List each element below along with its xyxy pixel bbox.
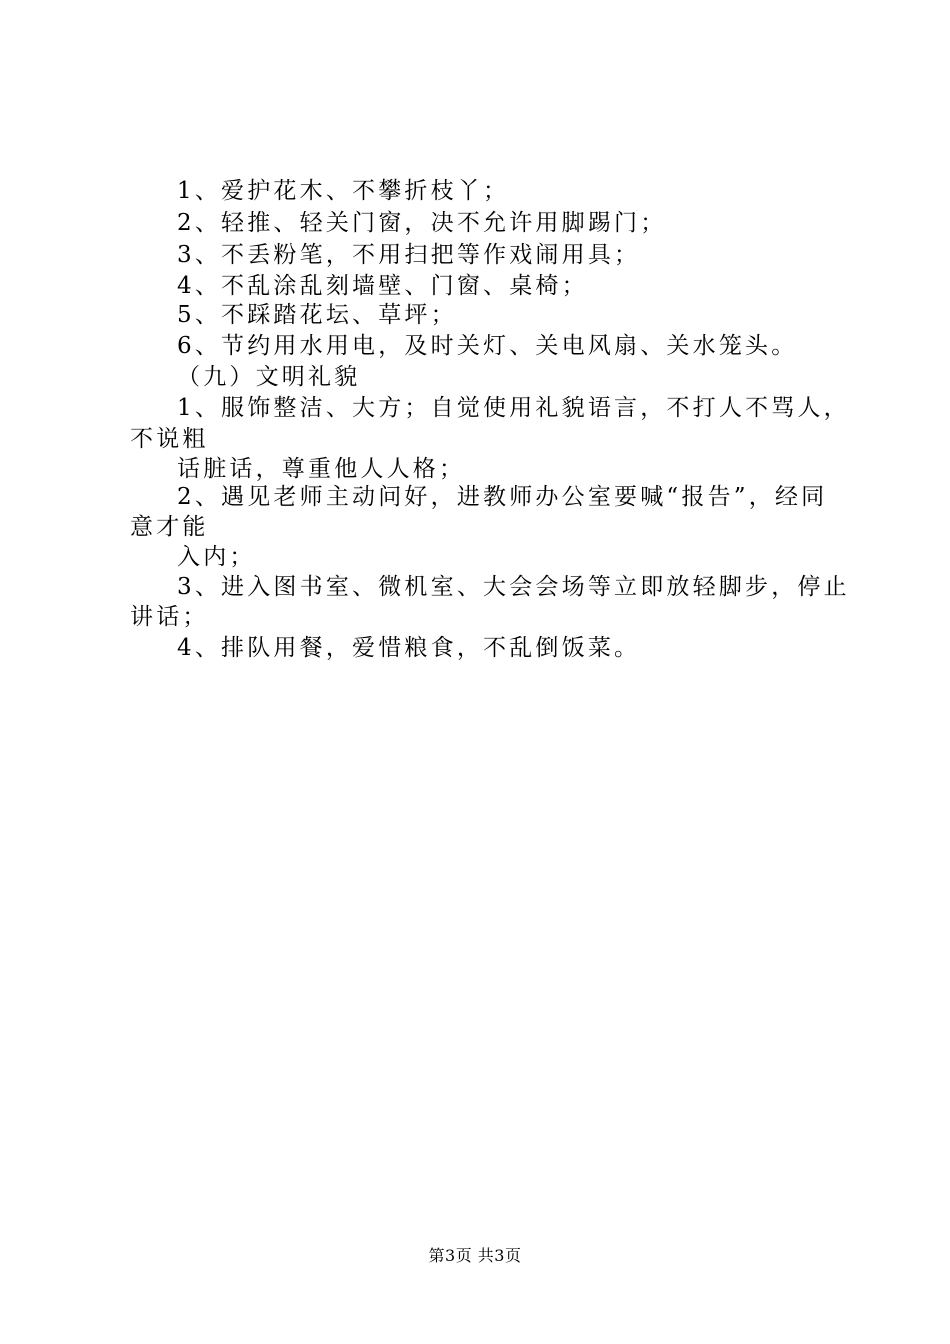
courtesy-line-4: 4、排队用餐，爱惜粮食，不乱倒饭菜。 (177, 635, 641, 661)
courtesy-line-1-cont: 话脏话，尊重他人人格； (177, 456, 466, 482)
courtesy-line-2-wrap: 意才能 (130, 514, 209, 540)
rule-line-1: 1、爱护花木、不攀折枝丫； (177, 178, 510, 204)
courtesy-line-1: 1、服饰整洁、大方；自觉使用礼貌语言，不打人不骂人， (177, 395, 850, 421)
page-footer: 第3页 共3页 (428, 1246, 522, 1265)
rule-line-5: 5、不踩踏花坛、草坪； (177, 302, 457, 328)
courtesy-line-3-wrap: 讲话； (130, 604, 209, 630)
rule-line-6: 6、节约用水用电，及时关灯、关电风扇、关水笼头。 (177, 333, 798, 359)
rule-line-4: 4、不乱涂乱刻墙壁、门窗、桌椅； (177, 273, 588, 299)
courtesy-line-3: 3、进入图书室、微机室、大会会场等立即放轻脚步，停止 (177, 574, 850, 600)
courtesy-line-2: 2、遇见老师主动问好，进教师办公室要喊“报告”，经同 (177, 484, 828, 510)
section-heading: （九）文明礼貌 (177, 364, 361, 390)
courtesy-line-2-cont: 入内； (177, 544, 256, 570)
rule-line-3: 3、不丢粉笔，不用扫把等作戏闹用具； (177, 242, 641, 268)
courtesy-line-1-wrap: 不说粗 (130, 426, 209, 452)
rule-line-2: 2、轻推、轻关门窗，决不允许用脚踢门； (177, 210, 667, 236)
